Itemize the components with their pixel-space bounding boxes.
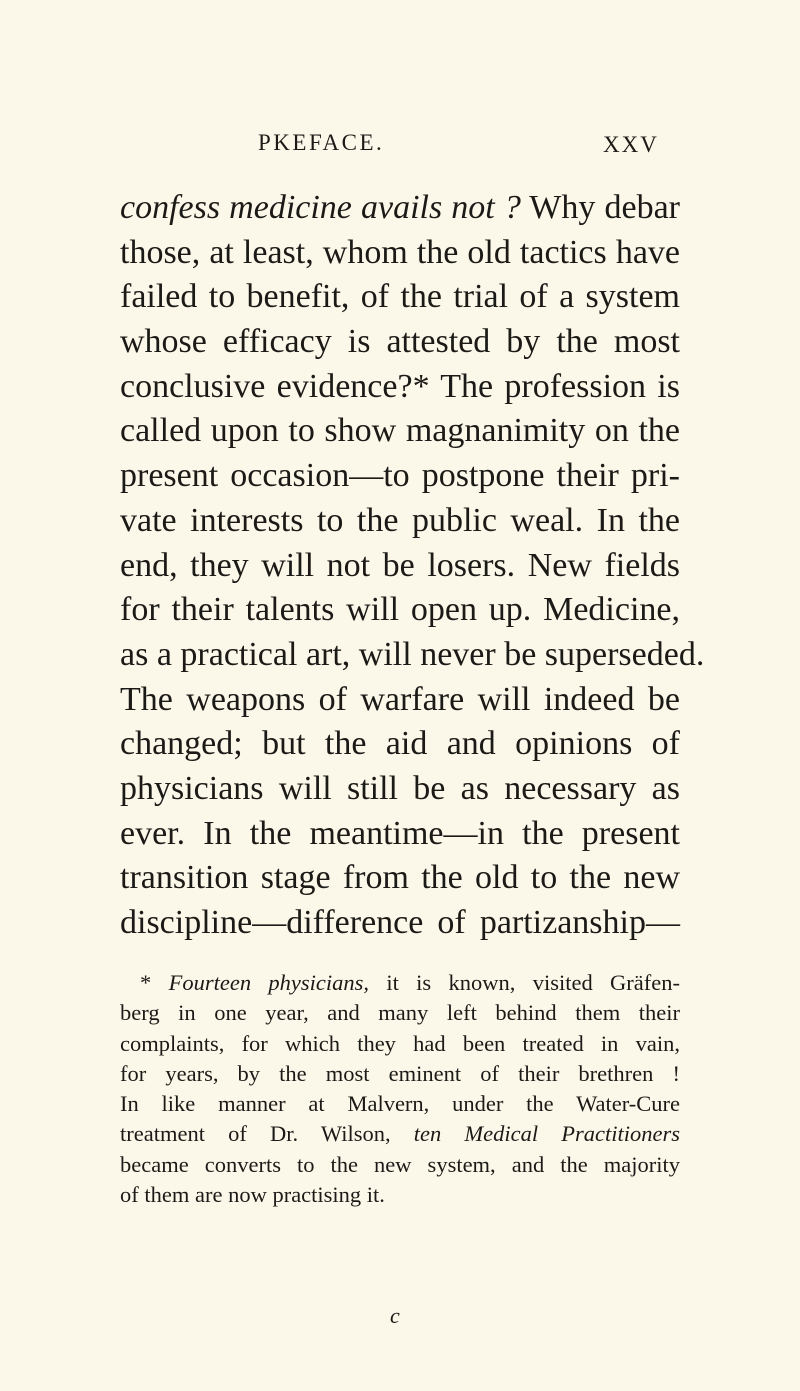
footnote [120, 968, 680, 1210]
footnote-line: for years, by the most eminent of their brethren ! [120, 1060, 680, 1086]
body-line: confess medicine avails not ? Why debar [120, 189, 680, 226]
footnote-line: * Fourteen physicians, it is known, visited Gräfen- [140, 970, 680, 995]
footnote-line: treatment of Dr. Wilson, ten Medical Practitioners [120, 1121, 680, 1147]
italic-phrase: confess medicine avails not ? [120, 189, 521, 226]
signature-mark: c [390, 1303, 400, 1328]
page-header [0, 130, 800, 170]
footnote-line: berg in one year, and many left behind them their [120, 1000, 680, 1026]
body-line: called upon to show magnanimity on the [120, 412, 680, 450]
footnote-line: In like manner at Malvern, under the Water-Cure [120, 1091, 680, 1117]
body-line: ever. In the meantime—in the present [120, 814, 680, 852]
body-line: changed; but the aid and opinions of [120, 725, 680, 763]
body-line: for their talents will open up. Medicine, [120, 591, 680, 629]
page-number: XXV [603, 132, 659, 157]
body-line: those, at least, whom the old tactics have [120, 233, 680, 271]
body-line: failed to benefit, of the trial of a system [120, 278, 680, 316]
footnote-line: of them are now practising it. [120, 1182, 385, 1208]
body-line: conclusive evidence?* The profession is [120, 367, 680, 405]
body-line: end, they will not be losers. New fields [120, 546, 680, 584]
body-line: The weapons of warfare will indeed be [120, 680, 680, 718]
body-line: present occasion—to postpone their pri- [120, 457, 680, 495]
body-line: physicians will still be as necessary as [120, 769, 680, 807]
footnote-line: became converts to the new system, and the majority [120, 1151, 680, 1177]
footnote-line: complaints, for which they had been treated in vain, [120, 1030, 680, 1056]
body-line: as a practical art, will never be superseded. [120, 635, 705, 673]
body-line: discipline—difference of partizanship— [120, 904, 680, 941]
body-line: whose efficacy is attested by the most [120, 323, 680, 361]
footnote-marker: * [140, 970, 169, 995]
body-line: transition stage from the old to the new [120, 859, 680, 897]
body-line: vate interests to the public weal. In the [120, 501, 680, 539]
body-text [120, 186, 705, 946]
running-head: PKEFACE. [258, 130, 385, 155]
